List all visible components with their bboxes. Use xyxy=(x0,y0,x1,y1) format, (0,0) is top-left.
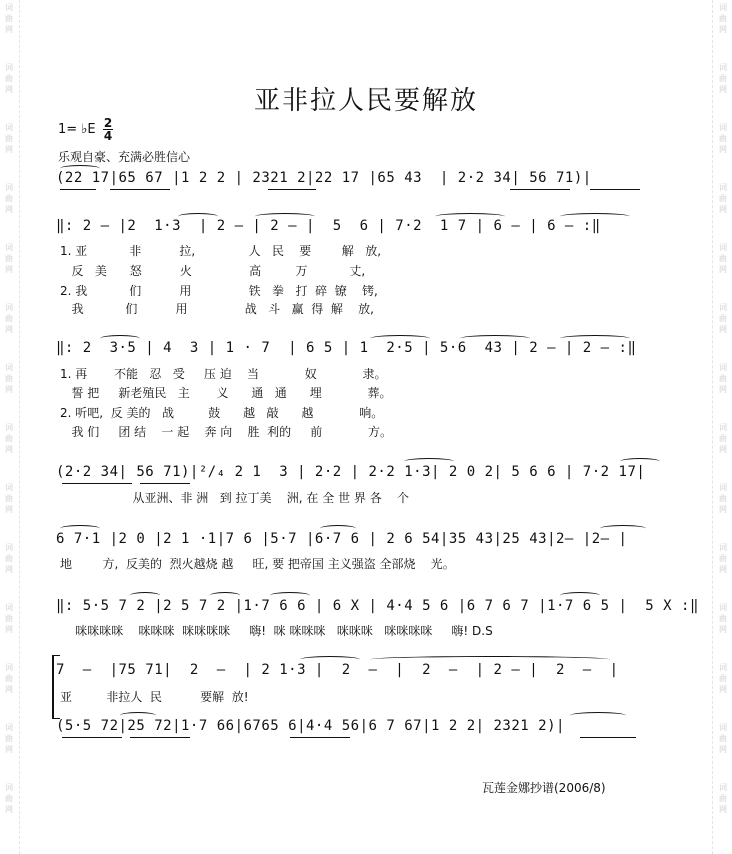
slur-mark xyxy=(60,165,100,172)
watermark-text: 词曲网 xyxy=(719,543,727,574)
lyric-line: 我 们 用 战 斗 赢 得 解 放, xyxy=(60,302,374,316)
song-title: 亚非拉人民要解放 xyxy=(253,86,478,116)
watermark-text: 词曲网 xyxy=(5,123,13,154)
beam-line xyxy=(580,737,636,738)
notation-line-intro: (22 17|65 67 |1 2 2 | 2321 2|22 17 |65 43 | 2·2 34| 56 71)| xyxy=(56,170,592,186)
slur-mark xyxy=(560,213,630,220)
lyric-line: 从亚洲、非 洲 到 拉丁美 洲, 在 全 世 界 各 个 xyxy=(60,491,409,505)
slur-mark xyxy=(320,525,356,532)
watermark-text: 词曲网 xyxy=(5,543,13,574)
watermark-text: 词曲网 xyxy=(5,243,13,274)
notation-line-outro: (5·5 72|25 72|1·7 66|6765 6|4·4 56|6 7 67|1 2 2| 2321 2)| xyxy=(56,718,565,734)
slur-mark xyxy=(370,656,610,663)
beam-line xyxy=(290,737,350,738)
right-border-line xyxy=(712,0,713,854)
beam-line xyxy=(62,737,122,738)
watermark-text: 词曲网 xyxy=(719,783,727,814)
watermark-text: 词曲网 xyxy=(5,363,13,394)
slur-mark xyxy=(460,335,530,342)
slur-mark xyxy=(404,458,454,465)
slur-mark xyxy=(270,592,310,599)
beam-line xyxy=(110,189,170,190)
lyric-line: 誓 把 新老殖民 主 义 通 通 埋 葬。 xyxy=(60,386,392,400)
notation-line-verse-a: ‖: 2 – |2 1·3 | 2 – | 2 – | 5 6 | 7·2 1 7 | 6 – | 6 – :‖ xyxy=(56,218,601,234)
slur-mark xyxy=(210,592,240,599)
lyric-line: 1. 亚 非 拉, 人 民 要 解 放, xyxy=(60,244,382,258)
lyric-line: 我 们 团 结 一 起 奔 向 胜 利的 前 方。 xyxy=(60,425,393,439)
slur-mark xyxy=(600,525,646,532)
lyric-line: 2. 听吧, 反 美的 战 鼓 越 敲 越 响。 xyxy=(60,406,384,420)
watermark-text: 词曲网 xyxy=(719,243,727,274)
slur-mark xyxy=(370,335,430,342)
beam-line xyxy=(60,189,96,190)
beam-line xyxy=(140,483,190,484)
watermark-text: 词曲网 xyxy=(5,63,13,94)
key-signature: 1= ♭E xyxy=(58,122,96,137)
beam-line xyxy=(130,737,190,738)
watermark-text: 词曲网 xyxy=(719,63,727,94)
lyric-line: 1. 再 不能 忍 受 压 迫 当 奴 隶。 xyxy=(60,367,387,381)
notation-line-bridge-b: 6 7·1 |2 0 |2 1 ·1|7 6 |5·7 |6·7 6 | 2 6 54|35 43|25 43|2– |2– | xyxy=(56,531,628,547)
watermark-text: 词曲网 xyxy=(719,483,727,514)
lyric-line: 2. 我 们 用 铁 拳 打 碎 镣 铐, xyxy=(60,284,378,298)
watermark-text: 词曲网 xyxy=(5,663,13,694)
time-signature xyxy=(103,117,113,142)
slur-mark xyxy=(435,213,505,220)
watermark-column-right xyxy=(715,0,731,854)
slur-mark xyxy=(178,213,218,220)
watermark-text: 词曲网 xyxy=(5,3,13,34)
beam-line xyxy=(510,189,570,190)
notation-line-ending: 7 – |75 71| 2 – | 2 1·3 | 2 – | 2 – | 2 – | 2 – | xyxy=(56,662,619,678)
watermark-text: 词曲网 xyxy=(5,603,13,634)
notation-line-verse-b: ‖: 2 3·5 | 4 3 | 1 · 7 | 6 5 | 1 2·5 | 5·6 43 | 2 – | 2 – :‖ xyxy=(56,340,637,356)
watermark-text: 词曲网 xyxy=(719,123,727,154)
transcriber-credit: 瓦莲金娜抄谱(2006/8) xyxy=(482,781,606,795)
slur-mark xyxy=(255,213,315,220)
slur-mark xyxy=(560,592,600,599)
slur-mark xyxy=(120,712,156,719)
slur-mark xyxy=(130,592,160,599)
watermark-text: 词曲网 xyxy=(5,723,13,754)
slur-mark xyxy=(620,458,660,465)
beam-line xyxy=(268,189,316,190)
lyric-line: 反 美 怒 火 高 万 丈, xyxy=(60,264,366,278)
watermark-text: 词曲网 xyxy=(719,303,727,334)
slur-mark xyxy=(560,335,630,342)
watermark-text: 词曲网 xyxy=(719,663,727,694)
time-signature-top: 2 xyxy=(103,116,113,130)
slur-mark xyxy=(300,656,360,663)
watermark-text: 词曲网 xyxy=(5,483,13,514)
lyric-line: 咪咪咪咪 咪咪咪 咪咪咪咪 嗨! 咪 咪咪咪 咪咪咪 咪咪咪咪 嗨! D.S xyxy=(60,624,493,638)
time-signature-bottom: 4 xyxy=(103,129,113,143)
watermark-text: 词曲网 xyxy=(5,783,13,814)
slur-mark xyxy=(60,525,100,532)
beam-line xyxy=(590,189,640,190)
slur-mark xyxy=(100,335,140,342)
left-border-line xyxy=(19,0,20,854)
watermark-text: 词曲网 xyxy=(719,723,727,754)
watermark-text: 词曲网 xyxy=(719,3,727,34)
tempo-marking: 乐观自豪、充满必胜信心 xyxy=(58,150,191,164)
watermark-text: 词曲网 xyxy=(719,183,727,214)
watermark-text: 词曲网 xyxy=(5,423,13,454)
watermark-text: 词曲网 xyxy=(5,303,13,334)
slur-mark xyxy=(570,712,626,719)
notation-line-refrain: ‖: 5·5 7 2 |2 5 7 2 |1·7 6 6 | 6 X | 4·4 5 6 |6 7 6 7 |1·7 6 5 | 5 X :‖ xyxy=(56,598,699,614)
watermark-text: 词曲网 xyxy=(5,183,13,214)
lyric-line: 地 方, 反美的 烈火越烧 越 旺, 要 把帝国 主义强盗 全部烧 光。 xyxy=(60,557,455,571)
watermark-column-left xyxy=(1,0,17,854)
watermark-text: 词曲网 xyxy=(719,603,727,634)
lyric-line: 亚 非拉人 民 要解 放! xyxy=(60,690,249,704)
watermark-text: 词曲网 xyxy=(719,363,727,394)
notation-line-bridge-a: (2·2 34| 56 71)|²/₄ 2 1 3 | 2·2 | 2·2 1·3| 2 0 2| 5 6 6 | 7·2 17| xyxy=(56,464,646,480)
watermark-text: 词曲网 xyxy=(719,423,727,454)
beam-line xyxy=(62,483,132,484)
